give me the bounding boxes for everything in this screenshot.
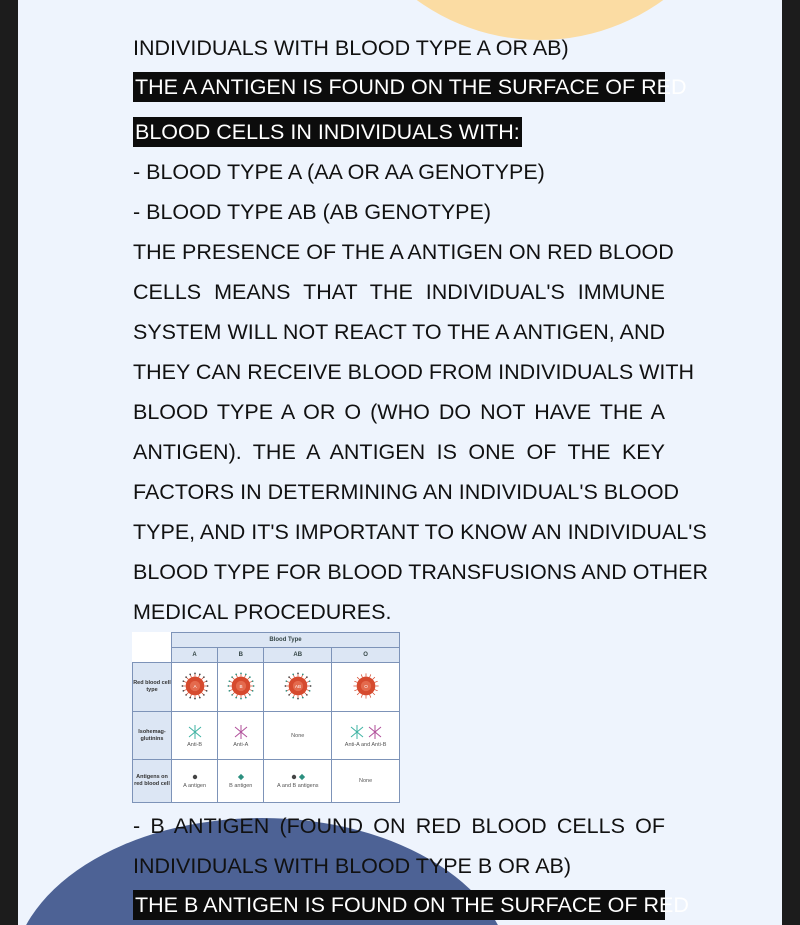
text-line-content: THE PRESENCE OF THE A ANTIGEN ON RED BLOOD: [133, 240, 674, 264]
row-header-antigens: Antigens on red blood cell: [133, 760, 172, 803]
text-line: [133, 890, 689, 925]
isohem-o: Anti-A and Anti-B: [344, 741, 387, 748]
text-line: [133, 272, 665, 312]
anti-b-icon: [184, 724, 206, 740]
col-header-a: A: [172, 648, 218, 663]
col-header-b: B: [218, 648, 264, 663]
text-line-content: MEDICAL PROCEDURES.: [133, 600, 392, 624]
text-line-content: FACTORS IN DETERMINING AN INDIVIDUAL'S BLOOD: [133, 480, 680, 504]
text-line: [133, 432, 665, 472]
text-line: [133, 846, 665, 886]
blood-type-table-figure: [132, 632, 400, 803]
text-line: [133, 72, 687, 112]
text-line-content: SYSTEM WILL NOT REACT TO THE A ANTIGEN, AND: [133, 320, 665, 344]
row-header-isohem: Isohemag-glutinins: [133, 711, 172, 760]
text-line: [133, 392, 665, 432]
text-line-content: THEY CAN RECEIVE BLOOD FROM INDIVIDUALS WITH: [133, 360, 695, 384]
text-line: [133, 192, 665, 232]
text-line: [133, 112, 665, 152]
rbc-ab-icon: [284, 672, 312, 700]
text-line-content: INDIVIDUALS WITH BLOOD TYPE B OR AB): [133, 854, 572, 878]
row-header-rbc: Red blood cell type: [133, 663, 172, 712]
text-line-content: ANTIGEN). THE A ANTIGEN IS ONE OF THE KEY: [133, 440, 665, 464]
anti-a-and-anti-b-icon: [347, 724, 385, 740]
text-line-content: - B ANTIGEN (FOUND ON RED BLOOD CELLS OF: [133, 814, 665, 838]
rbc-label: B: [239, 683, 243, 689]
antigen-b-icon: [237, 773, 245, 781]
rbc-o-icon: [352, 672, 380, 700]
antigen-ab: A and B antigens: [276, 783, 319, 790]
text-line: [133, 472, 680, 512]
text-line-content: BLOOD TYPE FOR BLOOD TRANSFUSIONS AND OTHER: [133, 560, 709, 584]
rbc-a-icon: [181, 672, 209, 700]
text-line-content: - BLOOD TYPE AB (AB GENOTYPE): [133, 200, 492, 224]
text-line-content: INDIVIDUALS WITH BLOOD TYPE A OR AB): [133, 36, 569, 60]
rbc-label: AB: [294, 683, 301, 689]
blood-type-table: [132, 632, 400, 803]
text-line: [133, 232, 674, 272]
highlighted-text: BLOOD CELLS IN INDIVIDUALS WITH:: [133, 117, 522, 147]
text-line: [133, 806, 665, 846]
paragraph-top: [133, 28, 709, 632]
text-line: [133, 28, 665, 68]
rbc-b-icon: [227, 672, 255, 700]
text-line: [133, 352, 695, 392]
text-line-content: CELLS MEANS THAT THE INDIVIDUAL'S IMMUNE: [133, 280, 665, 304]
text-line: [133, 592, 665, 632]
col-header-o: O: [332, 648, 400, 663]
antigen-b: B antigen: [229, 783, 253, 790]
table-title: Blood Type: [172, 633, 400, 648]
text-line-content: - BLOOD TYPE A (AA OR AA GENOTYPE): [133, 160, 545, 184]
text-line-content: TYPE, AND IT'S IMPORTANT TO KNOW AN INDIVIDUAL'S: [133, 520, 707, 544]
text-line: [133, 552, 709, 592]
antigen-a: A antigen: [183, 783, 207, 790]
col-header-ab: AB: [264, 648, 332, 663]
highlighted-text: THE B ANTIGEN IS FOUND ON THE SURFACE OF RED: [133, 890, 665, 920]
text-line: [133, 152, 665, 192]
antigen-ab-icon: [289, 773, 307, 781]
isohem-ab: None: [291, 732, 305, 739]
paragraph-bottom: [133, 806, 689, 925]
text-line-content: BLOOD TYPE A OR O (WHO DO NOT HAVE THE A: [133, 400, 665, 424]
isohem-a: Anti-B: [187, 741, 203, 748]
document-page: [18, 0, 782, 925]
anti-a-icon: [230, 724, 252, 740]
antigen-a-icon: [191, 773, 199, 781]
text-line: [133, 312, 665, 352]
highlighted-text: THE A ANTIGEN IS FOUND ON THE SURFACE OF RED: [133, 72, 665, 102]
isohem-b: Anti-A: [233, 741, 249, 748]
rbc-label: A: [193, 683, 197, 689]
antigen-o: None: [359, 778, 373, 785]
text-line: [133, 512, 707, 552]
rbc-label: O: [363, 683, 368, 689]
